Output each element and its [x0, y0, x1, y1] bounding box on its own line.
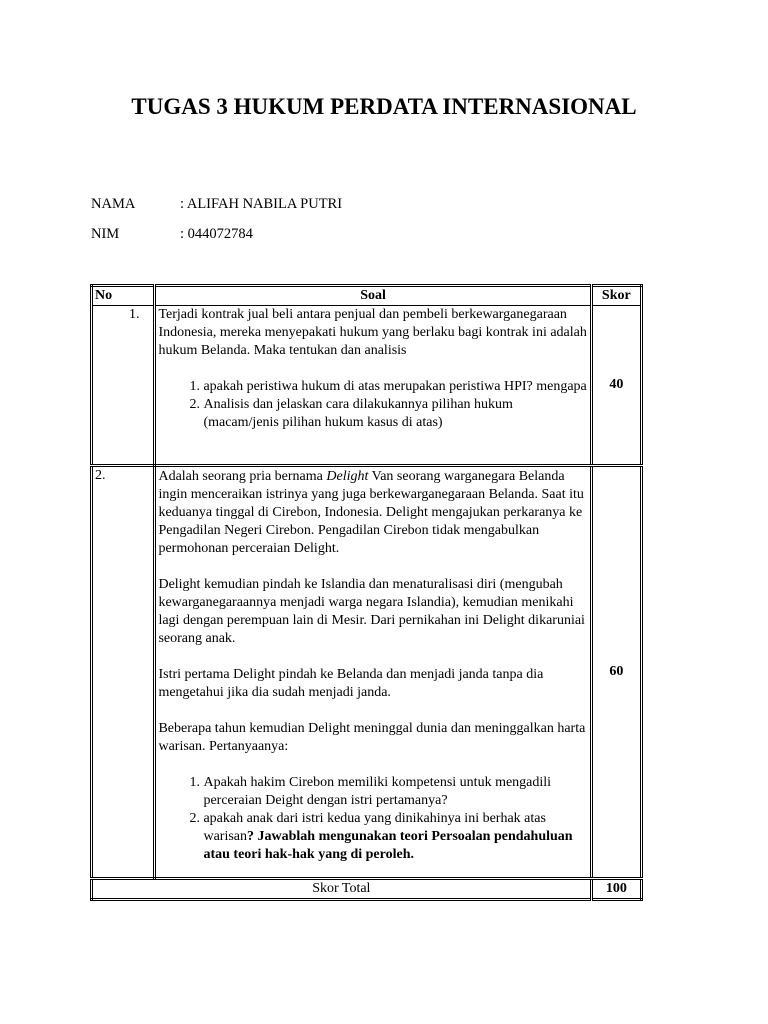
q2-question	[155, 466, 591, 879]
q2-score: 60	[591, 466, 641, 879]
q1-list	[158, 378, 587, 432]
q2-list	[158, 774, 587, 864]
question-table	[90, 284, 643, 901]
table-row	[92, 306, 642, 466]
q2-item-1: 1. Apakah hakim Cirebon memiliki kompetensi untuk mengadili perceraian Deight dengan istri pertamanya?	[203, 774, 587, 810]
q1-item-1: 1. apakah peristiwa hukum di atas merupakan peristiwa HPI? mengapa	[203, 378, 587, 396]
q2-paragraph-1: Adalah seorang pria bernama Delight Van seorang warganegara Belanda ingin menceraikan istrinya yang juga berkewarganegaraan Belanda. Saat itu keduanya tinggal di Cirebon, Indonesia. Delight mengajukan perkaranya ke Pengadilan Negeri Cirebon. Pengadilan Cirebon tidak mengabulkan permohonan perceraian Delight.	[158, 469, 584, 556]
q2-number: 2.	[92, 466, 155, 879]
nama-value: : ALIFAH NABILA PUTRI	[180, 196, 343, 212]
total-score: 100	[591, 879, 641, 900]
total-label: Skor Total	[92, 879, 592, 900]
total-row	[92, 879, 642, 900]
q2-paragraph-2: Delight kemudian pindah ke Islandia dan menaturalisasi diri (mengubah kewarganegaraannya menjadi warga negara Islandia), kemudian menikahi lagi dengan perempuan lain di Mesir. Dari pernikahan ini Delight dikaruniai seorang anak.	[158, 577, 585, 646]
nim-label: NIM	[91, 226, 120, 242]
table-row	[92, 466, 642, 879]
page-title: TUGAS 3 HUKUM PERDATA INTERNASIONAL	[131, 94, 637, 119]
q1-question	[155, 306, 591, 466]
q1-number: 1.	[92, 306, 155, 466]
nim-value: : 044072784	[180, 226, 253, 242]
q1-score: 40	[591, 306, 641, 466]
nama-row	[91, 196, 342, 213]
q1-item-2: 2. Analisis dan jelaskan cara dilakukannya pilihan hukum (macam/jenis pilihan hukum kasus di atas)	[203, 396, 587, 432]
q2-paragraph-4: Beberapa tahun kemudian Delight meninggal dunia dan meninggalkan harta warisan. Pertanyaanya:	[158, 721, 586, 754]
q1-intro: Terjadi kontrak jual beli antara penjual dan pembeli berkewarganegaraan Indonesia, mereka menyepakati hukum yang berlaku bagi kontrak ini adalah hukum Belanda. Maka tentukan dan analisis	[158, 307, 587, 358]
q2-item-2: 2. apakah anak dari istri kedua yang dinikahinya ini berhak atas warisan? Jawablah mengunakan teori Persoalan pendahuluan atau teori hak-hak yang di peroleh.	[203, 810, 587, 864]
nama-label: NAMA	[91, 196, 136, 212]
table-header-row	[92, 286, 642, 306]
header-soal: Soal	[155, 286, 591, 306]
q2-name-italic: Delight	[326, 469, 369, 484]
header-no: No	[92, 286, 155, 306]
nim-row	[91, 226, 253, 243]
q2-item-2-bold: ? Jawablah mengunakan teori Persoalan pendahuluan atau teori hak-hak yang di peroleh.	[203, 829, 573, 862]
q2-paragraph-3: Istri pertama Delight pindah ke Belanda dan menjadi janda tanpa dia mengetahui jika dia sudah menjadi janda.	[158, 667, 544, 700]
header-skor: Skor	[591, 286, 641, 306]
